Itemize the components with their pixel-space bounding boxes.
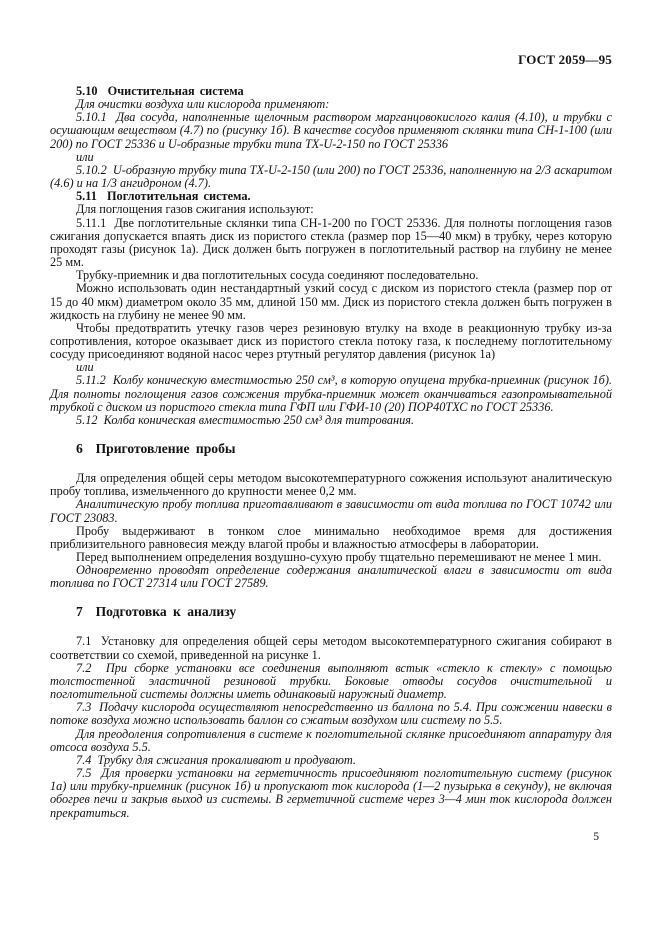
paragraph: 7.3 Подачу кислорода осуществляют непосредственно из баллона по 5.4. При сожжении навески в потоке воздуха можно использовать баллон со сжатым воздухом или систему по 5.5.: [50, 700, 612, 728]
section-heading: 6 Приготовление пробы: [76, 441, 236, 457]
document-code: ГОСТ 2059—95: [518, 52, 612, 67]
paragraph: или: [76, 360, 94, 375]
paragraph: Для определения общей серы методом высокотемпературного сожжения используют аналитическую пробу топлива, измельченного до крупности менее 0,2 мм.: [50, 471, 612, 499]
paragraph: 7.4 Трубку для сжигания прокаливают и продувают.: [76, 752, 356, 767]
paragraph: Чтобы предотвратить утечку газов через резиновую втулку на входе в реакционную трубку из-за сопротивления, которое оказывает диск из пористого стекла потоку газа, к последнему поглотительному сосуду присоединяют водяной насос через ртутный регулятор давления (рисунок 1а): [50, 320, 612, 362]
paragraph: Для преодоления сопротивления в системе к поглотительной склянке присоединяют аппаратуру для отсоса воздуха 5.5.: [50, 726, 612, 754]
paragraph: 5.10.1 Два сосуда, наполненные щелочным раствором марганцовокислого калия (4.10), и трубки с осушающим веществом (4.7) по (рисунку 1б). В качестве сосудов применяют склянки типа СН-1-100 (или 200) по ГОСТ 25336 и U-образные трубки типа ТХ-U-2-150 по ГОСТ 25336: [50, 110, 612, 151]
paragraph: 7.5 Для проверки установки на герметичность присоединяют поглотительную систему (рисунок 1а) или трубку-приемник (рисунок 1б) и пропускают ток кислорода (1—2 пузырька в секунду), не включая обогрев печи и закрыв выход из системы. В герметичной системе через 3—4 мин ток кислорода должен прекратиться.: [50, 766, 612, 820]
paragraph: 7.1 Установку для определения общей серы методом высокотемпературного сжигания собирают в соответствии со схемой, приведенной на рисунке 1.: [50, 634, 612, 662]
document-body: [50, 85, 612, 820]
paragraph: Перед выполнением определения воздушно-сухую пробу тщательно перемешивают не менее 1 мин.: [76, 550, 602, 564]
paragraph: 5.11.2 Колбу коническую вместимостью 250 см³, в которую опущена трубка-приемник (рисунок 1б). Для полноты поглощения газов сожжения трубка-приемник может оканчиваться газопромывательной трубкой с диском из пористого стекла типа ГФП или ГФИ-10 (20) ПОР40ТХС по ГОСТ 25336.: [50, 373, 612, 414]
page-number: 5: [593, 831, 599, 843]
paragraph: Аналитическую пробу топлива приготавливают в зависимости от вида топлива по ГОСТ 10742 или ГОСТ 23083.: [50, 497, 612, 525]
section-heading: 7 Подготовка к анализу: [76, 604, 237, 620]
paragraph: или: [76, 149, 94, 164]
paragraph: Пробу выдерживают в тонком слое минимально необходимое время для достижения приблизительного равновесия между влагой пробы и влажностью атмосферы в лаборатории.: [50, 523, 612, 551]
paragraph: 7.2 При сборке установки все соединения выполняют встык «стекло к стеклу» с помощью толстостенной эластичной резиновой трубки. Боковые отводы сосудов очистительной и поглотительной системы должны иметь одинаковый наружный диаметр.: [50, 660, 612, 702]
paragraph: Можно использовать один нестандартный узкий сосуд с диском из пористого стекла (размер пор от 15 до 40 мкм) диаметром около 35 мм, длиной 150 мм. Диск из пористого стекла должен быть погружен в жидкость на глубину не менее 90 мм.: [50, 281, 612, 322]
clause-heading: 5.10 Очистительная система: [76, 84, 244, 98]
paragraph: 5.11.1 Две поглотительные склянки типа СН-1-200 по ГОСТ 25336. Для полноты поглощения газов сжигания допускается впаять диск из пористого стекла (размер пор 15—40 мкм) в трубку, через которую проходят газы (рисунок 1а). Диск должен быть погружен в поглотительный раствор на глубину не менее 25 мм.: [50, 215, 612, 270]
paragraph: 5.12 Колба коническая вместимостью 250 см³ для титрования.: [76, 412, 415, 427]
paragraph: 5.10.2 U-образную трубку типа ТХ-U-2-150 (или 200) по ГОСТ 25336, наполненную на 2/3 аскаритом (4.6) и на 1/3 ангидроном (4.7).: [50, 162, 612, 191]
paragraph: Для поглощения газов сжигания используют:: [76, 202, 314, 217]
paragraph: Трубку-приемник и два поглотительных сосуда соединяют последовательно.: [76, 268, 479, 283]
paragraph: Одновременно проводят определение содержания аналитической влаги в зависимости от вида топлива по ГОСТ 27314 или ГОСТ 27589.: [50, 563, 612, 591]
clause-heading: 5.11 Поглотительная система.: [76, 189, 251, 204]
paragraph: Для очистки воздуха или кислорода применяют:: [76, 97, 330, 112]
page-header: [50, 52, 612, 68]
